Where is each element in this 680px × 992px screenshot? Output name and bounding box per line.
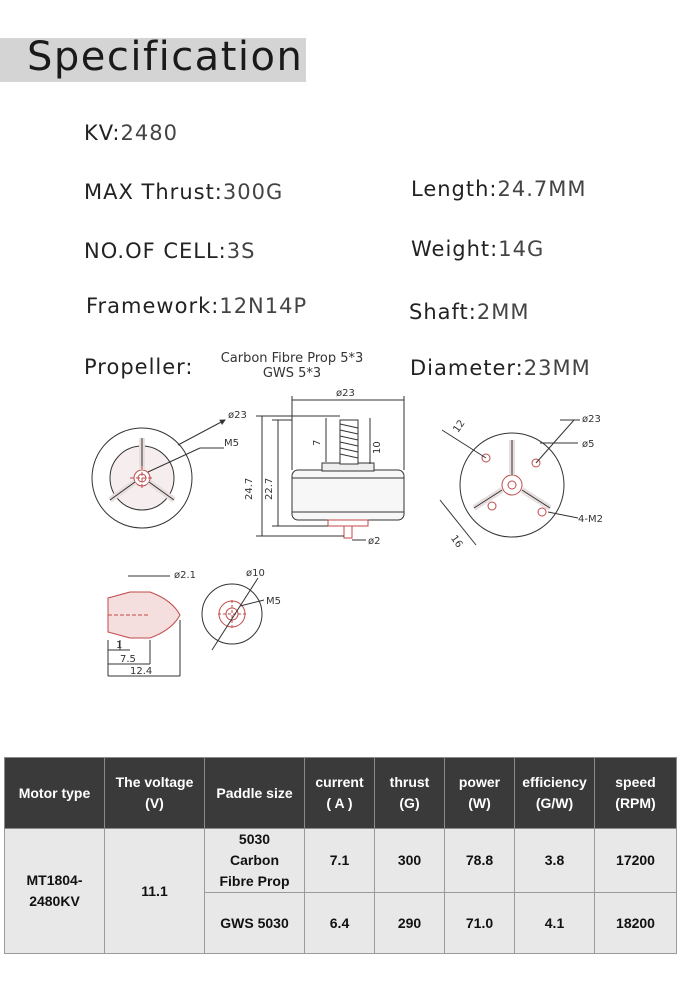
cell-speed: 18200 (595, 893, 677, 954)
motor-type-line2: 2480KV (29, 893, 80, 909)
spec-weight-label: Weight: (411, 237, 499, 261)
side-shaft-diameter-label: ø2 (368, 536, 381, 547)
header-speed-line2: (RPM) (615, 795, 656, 811)
nut-dim3-label: 12.4 (130, 666, 153, 677)
cell-voltage: 11.1 (105, 829, 205, 954)
header-power (445, 758, 515, 829)
performance-table (4, 757, 677, 954)
header-paddle-size: Paddle size (205, 758, 305, 829)
nut-front-thread-label: M5 (266, 596, 281, 607)
spec-length-value: 24.7MM (497, 177, 587, 201)
header-speed-line1: speed (615, 774, 656, 790)
cell-speed: 17200 (595, 829, 677, 893)
spec-diameter-label: Diameter: (410, 356, 524, 380)
side-shaft-top-label: 7 (312, 439, 323, 446)
spec-max-thrust-value: 300G (222, 180, 284, 204)
spec-framework-value: 12N14P (219, 294, 308, 318)
motor-type-line1: MT1804- (26, 872, 83, 888)
cell-motor-type (5, 829, 105, 954)
spec-shaft-value: 2MM (476, 300, 530, 324)
cell-thrust: 300 (375, 829, 445, 893)
prop-nut-front-view (202, 578, 264, 650)
cell-thrust: 290 (375, 893, 445, 954)
header-speed (595, 758, 677, 829)
header-current (305, 758, 375, 829)
table-header-row (5, 758, 677, 829)
header-voltage-line1: The voltage (115, 774, 194, 790)
motor-bottom-view (440, 420, 580, 545)
bottom-screws-label: 4-M2 (578, 514, 603, 525)
spec-diameter-value: 23MM (523, 356, 591, 380)
nut-dim2-label: 7.5 (120, 654, 136, 665)
paddle-size-line3: Fibre Prop (219, 873, 290, 889)
page-title: Specification (27, 34, 304, 80)
nut-front-diameter-label: ø10 (246, 568, 265, 579)
spec-weight-value: 14G (498, 237, 545, 261)
header-power-line1: power (458, 774, 501, 790)
spec-max-thrust-label: MAX Thrust: (84, 180, 223, 204)
bottom-spacing-a-label: 12 (451, 418, 468, 435)
bottom-spacing-b-label: 16 (448, 533, 465, 551)
prop-nut-side-view (108, 576, 180, 676)
side-height-total-label: 24.7 (244, 477, 255, 500)
spec-length-label: Length: (411, 177, 498, 201)
side-shaft-length-label: 10 (372, 441, 383, 454)
header-efficiency-line2: (G/W) (535, 795, 574, 811)
paddle-size-line1: 5030 (238, 831, 271, 847)
cell-efficiency: 3.8 (515, 829, 595, 893)
cell-power: 71.0 (445, 893, 515, 954)
spec-propeller-value-line2: GWS 5*3 (262, 366, 322, 381)
cell-efficiency: 4.1 (515, 893, 595, 954)
bottom-hole-label: ø5 (582, 439, 595, 450)
cell-power: 78.8 (445, 829, 515, 893)
paddle-size-line2: Carbon (230, 852, 279, 868)
motor-front-view (92, 420, 225, 528)
header-efficiency-line1: efficiency (522, 774, 587, 790)
header-thrust-line2: (G) (399, 795, 420, 811)
spec-propeller-label: Propeller: (84, 355, 194, 379)
spec-framework-label: Framework: (86, 294, 220, 318)
header-efficiency (515, 758, 595, 829)
cell-current: 6.4 (305, 893, 375, 954)
bottom-diameter-label: ø23 (582, 414, 601, 425)
motor-side-view (256, 396, 404, 540)
header-motor-type: Motor type (5, 758, 105, 829)
table-row (5, 829, 677, 893)
spec-shaft-label: Shaft: (409, 300, 477, 324)
spec-cells-label: NO.OF CELL: (84, 239, 227, 263)
cell-paddle-size (205, 829, 305, 893)
header-power-line2: (W) (468, 795, 491, 811)
spec-propeller-value-line1: Carbon Fibre Prop 5*3 (220, 351, 364, 366)
spec-kv-value: 2480 (120, 121, 178, 145)
nut-hole-label: ø2.1 (174, 570, 197, 581)
front-diameter-label: ø23 (228, 410, 247, 421)
nut-dim1-label: 1 (116, 640, 123, 651)
front-thread-label: M5 (224, 438, 239, 449)
header-current-line1: current (315, 774, 364, 790)
header-thrust-line1: thrust (389, 774, 430, 790)
header-thrust (375, 758, 445, 829)
spec-kv-label: KV: (84, 121, 121, 145)
header-voltage-line2: (V) (145, 795, 164, 811)
cell-paddle-size: GWS 5030 (205, 893, 305, 954)
side-diameter-label: ø23 (336, 388, 355, 399)
cell-current: 7.1 (305, 829, 375, 893)
spec-cells-value: 3S (226, 239, 256, 263)
header-current-line2: ( A ) (326, 795, 353, 811)
header-voltage (105, 758, 205, 829)
side-height-body-label: 22.7 (264, 477, 275, 500)
